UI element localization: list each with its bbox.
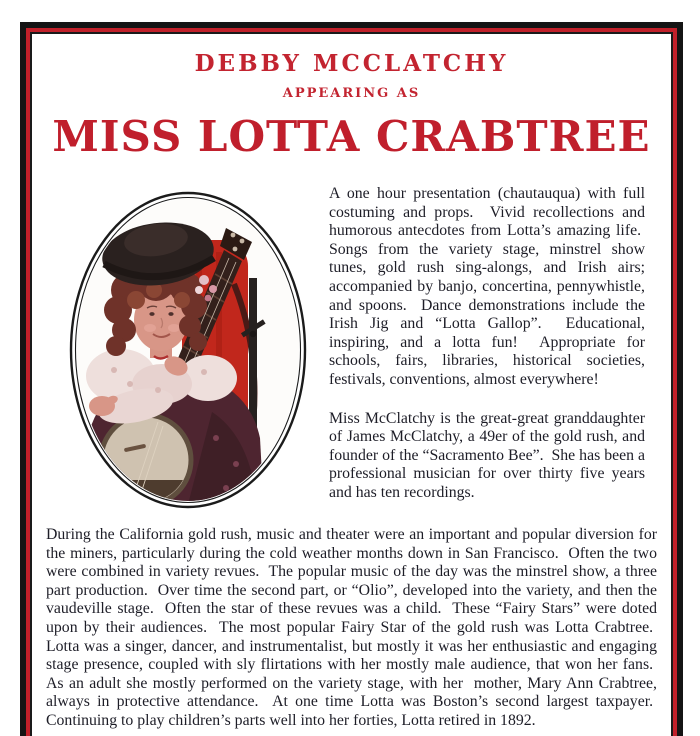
history-paragraph: During the California gold rush, music and theater were an important and popular diversion for the miners, particularly during the cold weather months down in San Francisco. Often the two were combined in variety revues. The popular music of the day was the minstrel show, a three part production. Over time the second part, or “Olio”, developed into the variety, and then the vaudeville stage. Often the star of these revues was a child. These “Fairy Stars” were doted upon by their audiences. The most popular Fairy Star of the gold rush was Lotta Crabtree. Lotta was a singer, dancer, and instrumentalist, but mostly it was her enthusiastic and engaging stage presence, coupled with sly flirtations with her mostly male audience, that won her fans. As an adult she mostly performed on the variety stage, with her mother, Mary Ann Crabtree, always in protective attendance. At one time Lotta was Boston’s second largest taxpayer. Continuing to play children’s parts well into her forties, Lotta retired in 1892. bbox=[46, 526, 657, 729]
presentation-paragraph: A one hour presentation (chautauqua) with full costuming and props. Vivid recollections and humorous antecdotes from Lotta’s amazing life. Songs from the variety stage, minstrel show tunes, gold rush sing-alongs, and Irish airs; accompanied by banjo, concertina, pennywhistle, and spoons. Dance demonstrations include the Irish Jig and “Lotta Gallop”. Educational, inspiring, and a lotta fun! Appropriate for schools, fairs, libraries, historical societies, festivals, conventions, almost everywhere! bbox=[329, 185, 645, 388]
biography-paragraph: Miss McClatchy is the great-great granddaughter of James McClatchy, a 49er of the gold rush, and founder of the “Sacramento Bee”. She has been a professional musician for over thirty five years and has ten recordings. bbox=[329, 409, 645, 501]
character-name: MISS LOTTA CRABTREE bbox=[52, 112, 651, 161]
flyer-header bbox=[46, 44, 657, 162]
appearing-as-label: APPEARING AS bbox=[282, 86, 421, 101]
artist-name: DEBBY MCCLATCHY bbox=[194, 50, 509, 77]
intro-column bbox=[329, 185, 645, 503]
decorative-frame bbox=[20, 22, 683, 736]
frame-inner-line bbox=[30, 32, 673, 736]
portrait-illustration bbox=[66, 188, 310, 512]
photo-and-intro-section bbox=[46, 185, 657, 512]
flyer-content bbox=[32, 34, 671, 731]
frame-red-line bbox=[26, 28, 677, 736]
portrait-photo bbox=[66, 188, 310, 512]
